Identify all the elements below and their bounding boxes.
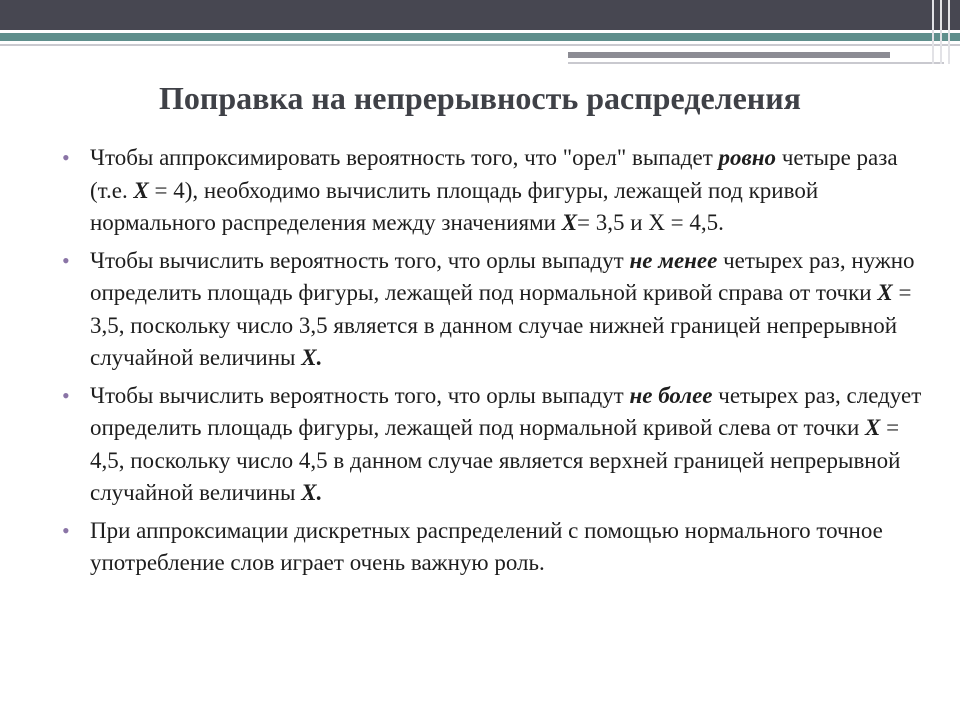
bullet-dot-icon: •	[62, 247, 70, 273]
emphasis-text: X	[865, 415, 881, 440]
bullet-text: = 3,5 и Х = 4,5.	[577, 210, 724, 235]
bullet-text: Чтобы вычислить вероятность того, что орлы выпадут	[90, 382, 630, 408]
bullet-text: = 3,5, поскольку число 3,5 является в данном случае нижней границей непрерывной случайной величины	[90, 280, 912, 370]
bullet-item	[62, 380, 922, 510]
bullet-item	[62, 142, 922, 240]
vertical-rule	[940, 0, 942, 64]
bullet-text: При аппроксимации дискретных распределений с помощью нормального точное употребление слов играет очень важную роль.	[90, 517, 883, 575]
bullet-text: Чтобы вычислить вероятность того, что орлы выпадут	[90, 247, 630, 273]
bullet-text: четырех раз, нужно определить площадь фигуры, лежащей под нормальной кривой справа от точки	[90, 247, 915, 305]
bullet-text: четыре раза (т.е.	[90, 145, 898, 203]
emphasis-text: ровно	[718, 145, 777, 170]
bullet-dot-icon: •	[62, 517, 70, 543]
grey-accent-bar	[568, 52, 890, 58]
slide-title: Поправка на непрерывность распределения	[159, 80, 801, 116]
emphasis-text: X	[877, 280, 893, 305]
bullet-text: = 4), необходимо вычислить площадь фигуры, лежащей под кривой нормального распределения между значениями	[90, 177, 819, 235]
emphasis-text: X.	[301, 480, 323, 505]
bullet-item	[62, 245, 922, 375]
emphasis-text: X.	[301, 345, 323, 370]
top-header-band	[0, 0, 960, 30]
vertical-rule	[948, 0, 950, 64]
bullet-dot-icon: •	[62, 382, 70, 408]
vertical-rule	[932, 0, 934, 64]
emphasis-text: не менее	[629, 247, 718, 273]
emphasis-text: X	[133, 177, 149, 203]
bullet-text: = 4,5, поскольку число 4,5 в данном случае является верхней границей непрерывной случайной величины	[90, 415, 901, 505]
emphasis-text: не более	[629, 382, 713, 408]
bullet-text: четырех раз, следует определить площадь фигуры, лежащей под нормальной кривой слева от точки	[90, 382, 922, 440]
bullet-list	[62, 142, 922, 585]
bullet-dot-icon: •	[62, 145, 70, 170]
accent-line	[0, 44, 960, 46]
accent-line-short	[568, 62, 944, 64]
emphasis-text: X	[561, 210, 578, 235]
bullet-item	[62, 515, 922, 580]
teal-accent-stripe	[0, 33, 960, 41]
bullet-text: Чтобы аппроксимировать вероятность того, что "орел" выпадет	[90, 145, 719, 170]
